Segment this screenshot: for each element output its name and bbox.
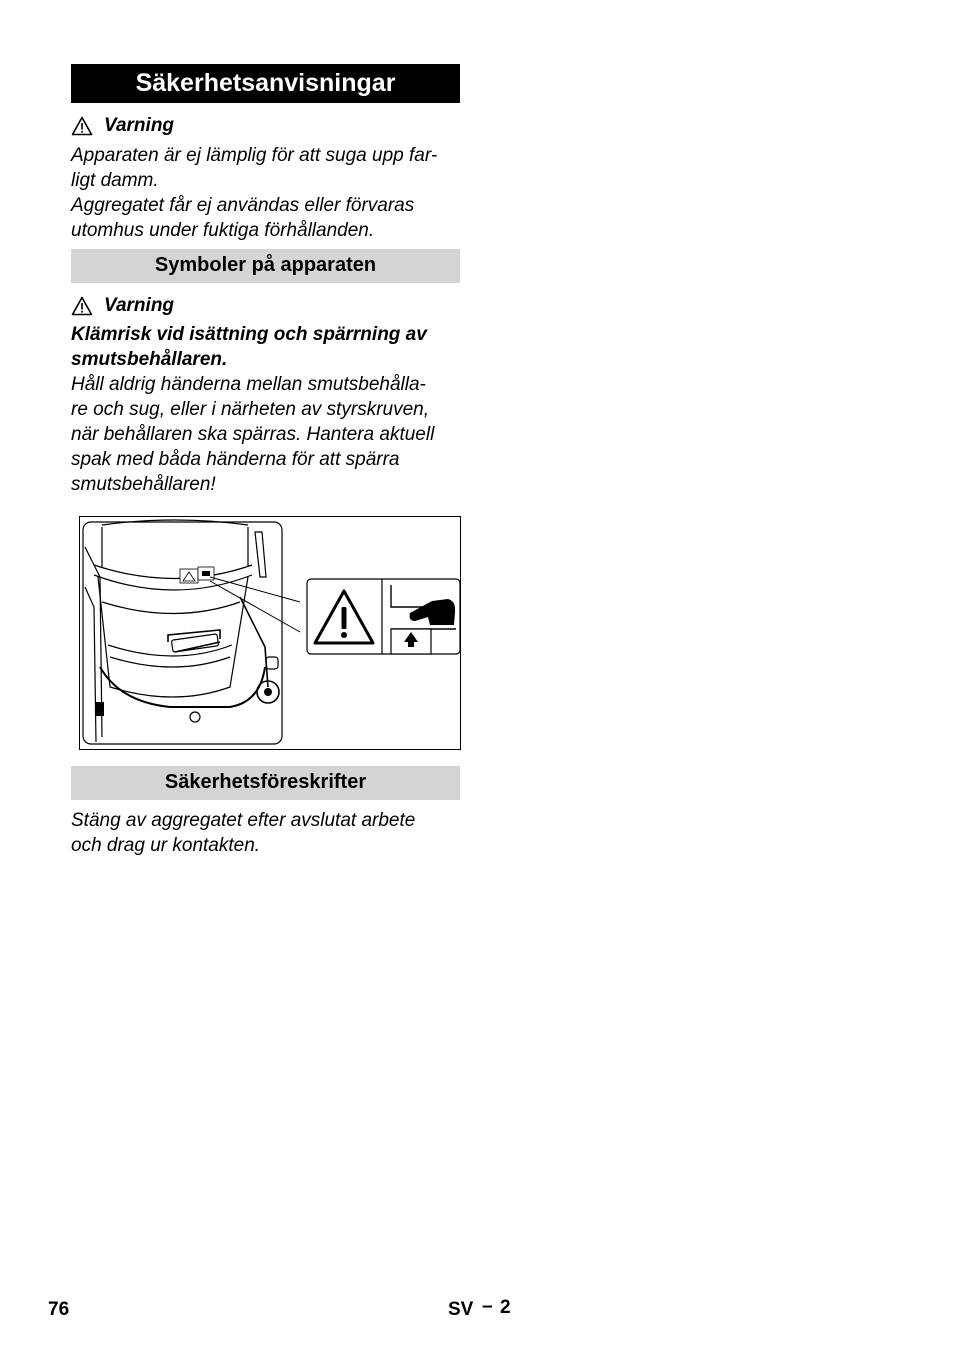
page-title: Säkerhetsanvisningar — [71, 64, 460, 103]
section-page-number: 2 — [500, 1297, 511, 1318]
arrow-up-icon — [391, 629, 431, 654]
paragraph-line: och drag ur kontakten. — [71, 835, 261, 856]
paragraph-line: spak med båda händerna för att spärra — [71, 449, 400, 470]
warning-label — [71, 114, 174, 138]
paragraph-line: Apparaten är ej lämplig för att suga upp far- — [71, 145, 438, 166]
section-heading-symbols: Symboler på apparaten — [71, 249, 460, 283]
safety-paragraph — [71, 808, 463, 858]
page-number: 76 — [48, 1299, 70, 1320]
paragraph-line: re och sug, eller i närheten av styrskruven, — [71, 399, 430, 420]
paragraph-line: ligt damm. — [71, 170, 159, 191]
paragraph-line: när behållaren ska spärras. Hantera aktuell — [71, 424, 435, 445]
vacuum-illustration — [80, 517, 460, 749]
warning-triangle-icon — [71, 296, 93, 316]
paragraph-line: smutsbehållaren! — [71, 474, 216, 495]
paragraph-line-bold: Klämrisk vid isättning och spärrning av — [71, 324, 427, 345]
section-heading-safety: Säkerhetsföreskrifter — [71, 766, 460, 800]
language-code: SV — [448, 1299, 474, 1320]
warning-label — [71, 294, 174, 318]
warning-triangle-icon — [71, 116, 93, 136]
paragraph-line: Aggregatet får ej användas eller förvaras — [71, 195, 415, 216]
warning-intro-paragraph — [71, 143, 463, 243]
warning-text: Varning — [104, 115, 175, 136]
paragraph-line: Håll aldrig händerna mellan smutsbehålla- — [71, 374, 426, 395]
symbols-paragraph — [71, 322, 463, 497]
warning-text: Varning — [104, 295, 175, 316]
paragraph-line: Stäng av aggregatet efter avslutat arbete — [71, 810, 416, 831]
pinch-warning-figure — [79, 516, 461, 750]
paragraph-line-bold: smutsbehållaren. — [71, 349, 228, 370]
paragraph-line: utomhus under fuktiga förhållanden. — [71, 220, 375, 241]
footer-dash: – — [482, 1296, 493, 1317]
